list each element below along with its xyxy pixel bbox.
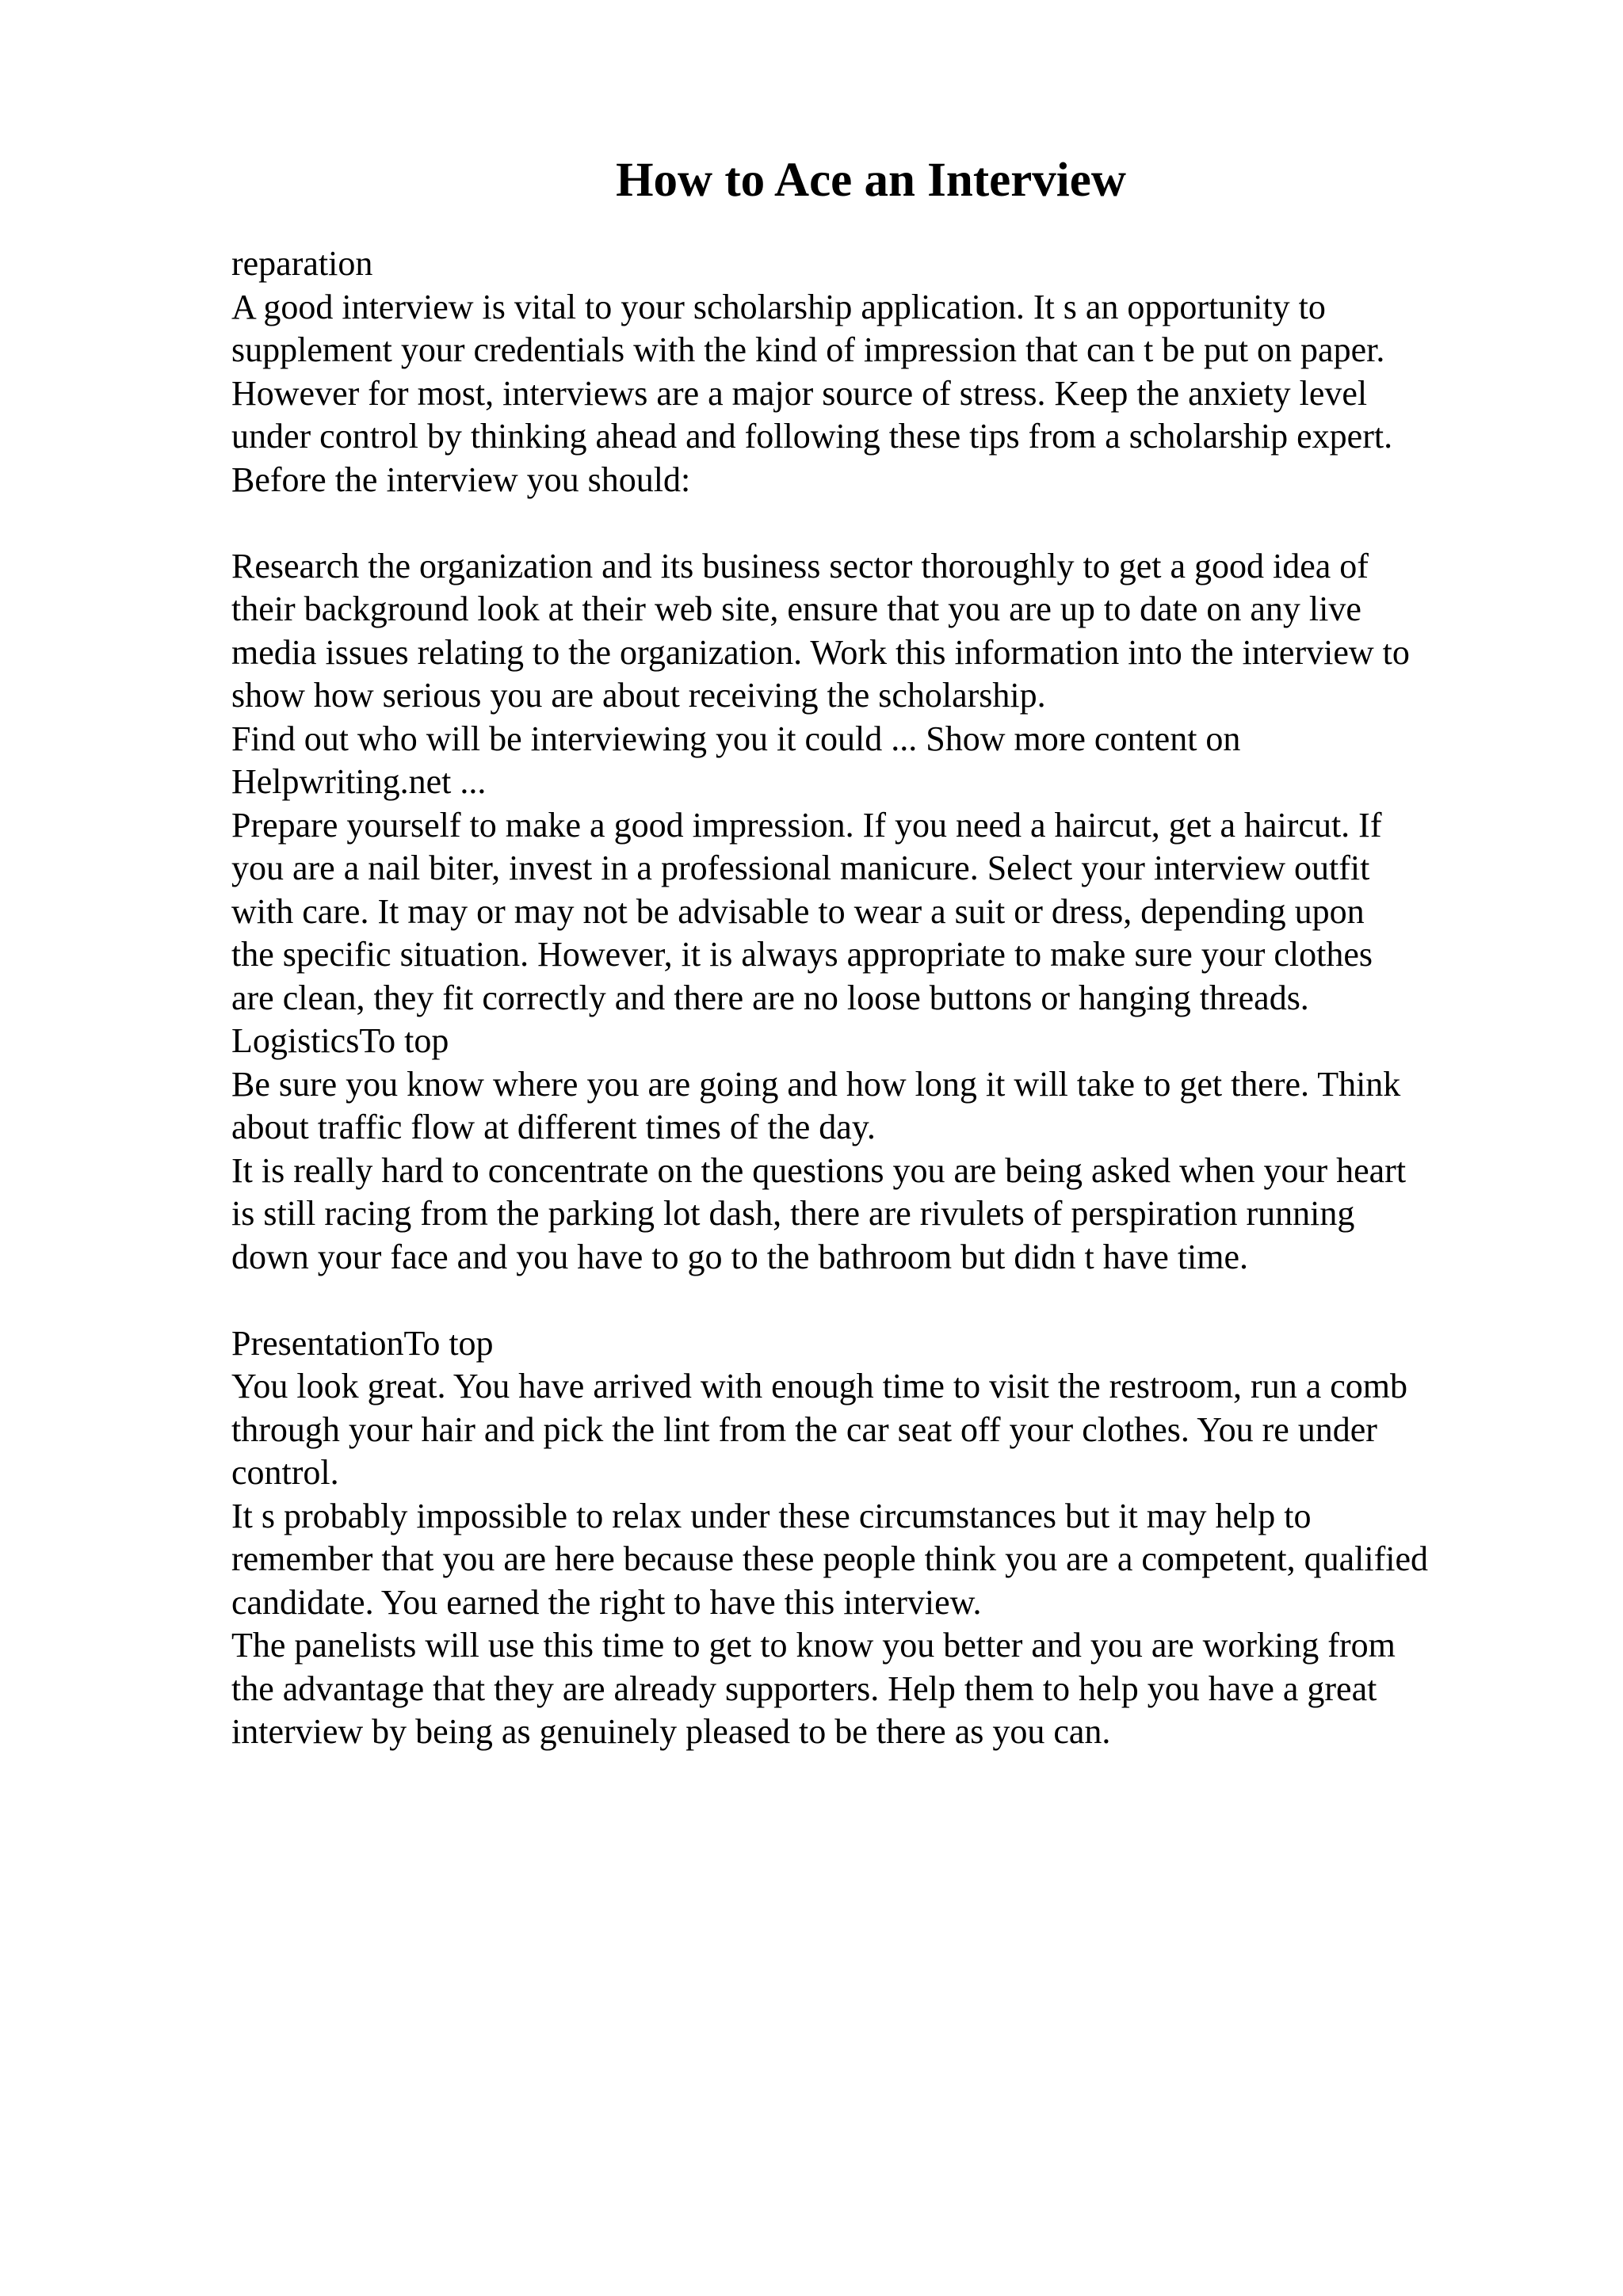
- body-line: The panelists will use this time to get to know you better and you are working from: [231, 1626, 1396, 1665]
- body-line: However for most, interviews are a major source of stress. Keep the anxiety level: [231, 373, 1368, 413]
- body-line: Before the interview you should:: [231, 460, 691, 499]
- body-line: It s probably impossible to relax under these circumstances but it may help to: [231, 1496, 1312, 1535]
- body-line: are clean, they fit correctly and there are no loose buttons or hanging threads.: [231, 978, 1309, 1017]
- body-line: Find out who will be interviewing you it could ... Show more content on: [231, 719, 1241, 758]
- body-line: interview by being as genuinely pleased to be there as you can.: [231, 1712, 1111, 1751]
- body-line: Prepare yourself to make a good impression. If you need a haircut, get a haircut. If: [231, 805, 1382, 845]
- body-line: the specific situation. However, it is always appropriate to make sure your clothes: [231, 935, 1373, 974]
- body-line: their background look at their web site, ensure that you are up to date on any live: [231, 589, 1361, 628]
- body-line: candidate. You earned the right to have this interview.: [231, 1582, 982, 1622]
- document-body: [231, 242, 1579, 1754]
- body-line: is still racing from the parking lot dash, there are rivulets of perspiration running: [231, 1194, 1355, 1233]
- blank-line: [231, 1279, 1579, 1322]
- body-line: remember that you are here because these people think you are a competent, qualified: [231, 1539, 1429, 1578]
- page-title: How to Ace an Interview: [616, 154, 1126, 207]
- body-line: Helpwriting.net ...: [231, 762, 487, 801]
- body-line: supplement your credentials with the kind of impression that can t be put on paper.: [231, 330, 1385, 369]
- body-line: A good interview is vital to your scholarship application. It s an opportunity to: [231, 287, 1326, 326]
- body-line: Research the organization and its business sector thoroughly to get a good idea of: [231, 546, 1369, 585]
- body-line: Be sure you know where you are going and how long it will take to get there. Think: [231, 1064, 1401, 1104]
- body-line: You look great. You have arrived with enough time to visit the restroom, run a comb: [231, 1367, 1407, 1405]
- body-line: control.: [231, 1453, 339, 1492]
- body-line: down your face and you have to go to the bathroom but didn t have time.: [231, 1237, 1249, 1276]
- body-line: It is really hard to concentrate on the questions you are being asked when your heart: [231, 1150, 1407, 1190]
- body-line: the advantage that they are already supporters. Help them to help you have a great: [231, 1669, 1377, 1708]
- body-line: show how serious you are about receiving the scholarship.: [231, 676, 1046, 715]
- body-line: LogisticsTo top: [231, 1021, 449, 1060]
- body-line: PresentationTo top: [231, 1323, 494, 1363]
- body-line: reparation: [231, 244, 373, 283]
- body-line: through your hair and pick the lint from the car seat off your clothes. You re under: [231, 1409, 1377, 1449]
- blank-line: [231, 502, 1579, 545]
- body-line: under control by thinking ahead and following these tips from a scholarship expert.: [231, 417, 1393, 456]
- body-line: media issues relating to the organization. Work this information into the interview to: [231, 632, 1410, 672]
- body-line: about traffic flow at different times of the day.: [231, 1108, 876, 1146]
- body-line: with care. It may or may not be advisable to wear a suit or dress, depending upon: [231, 891, 1365, 931]
- body-line: you are a nail biter, invest in a professional manicure. Select your interview outfit: [231, 849, 1370, 887]
